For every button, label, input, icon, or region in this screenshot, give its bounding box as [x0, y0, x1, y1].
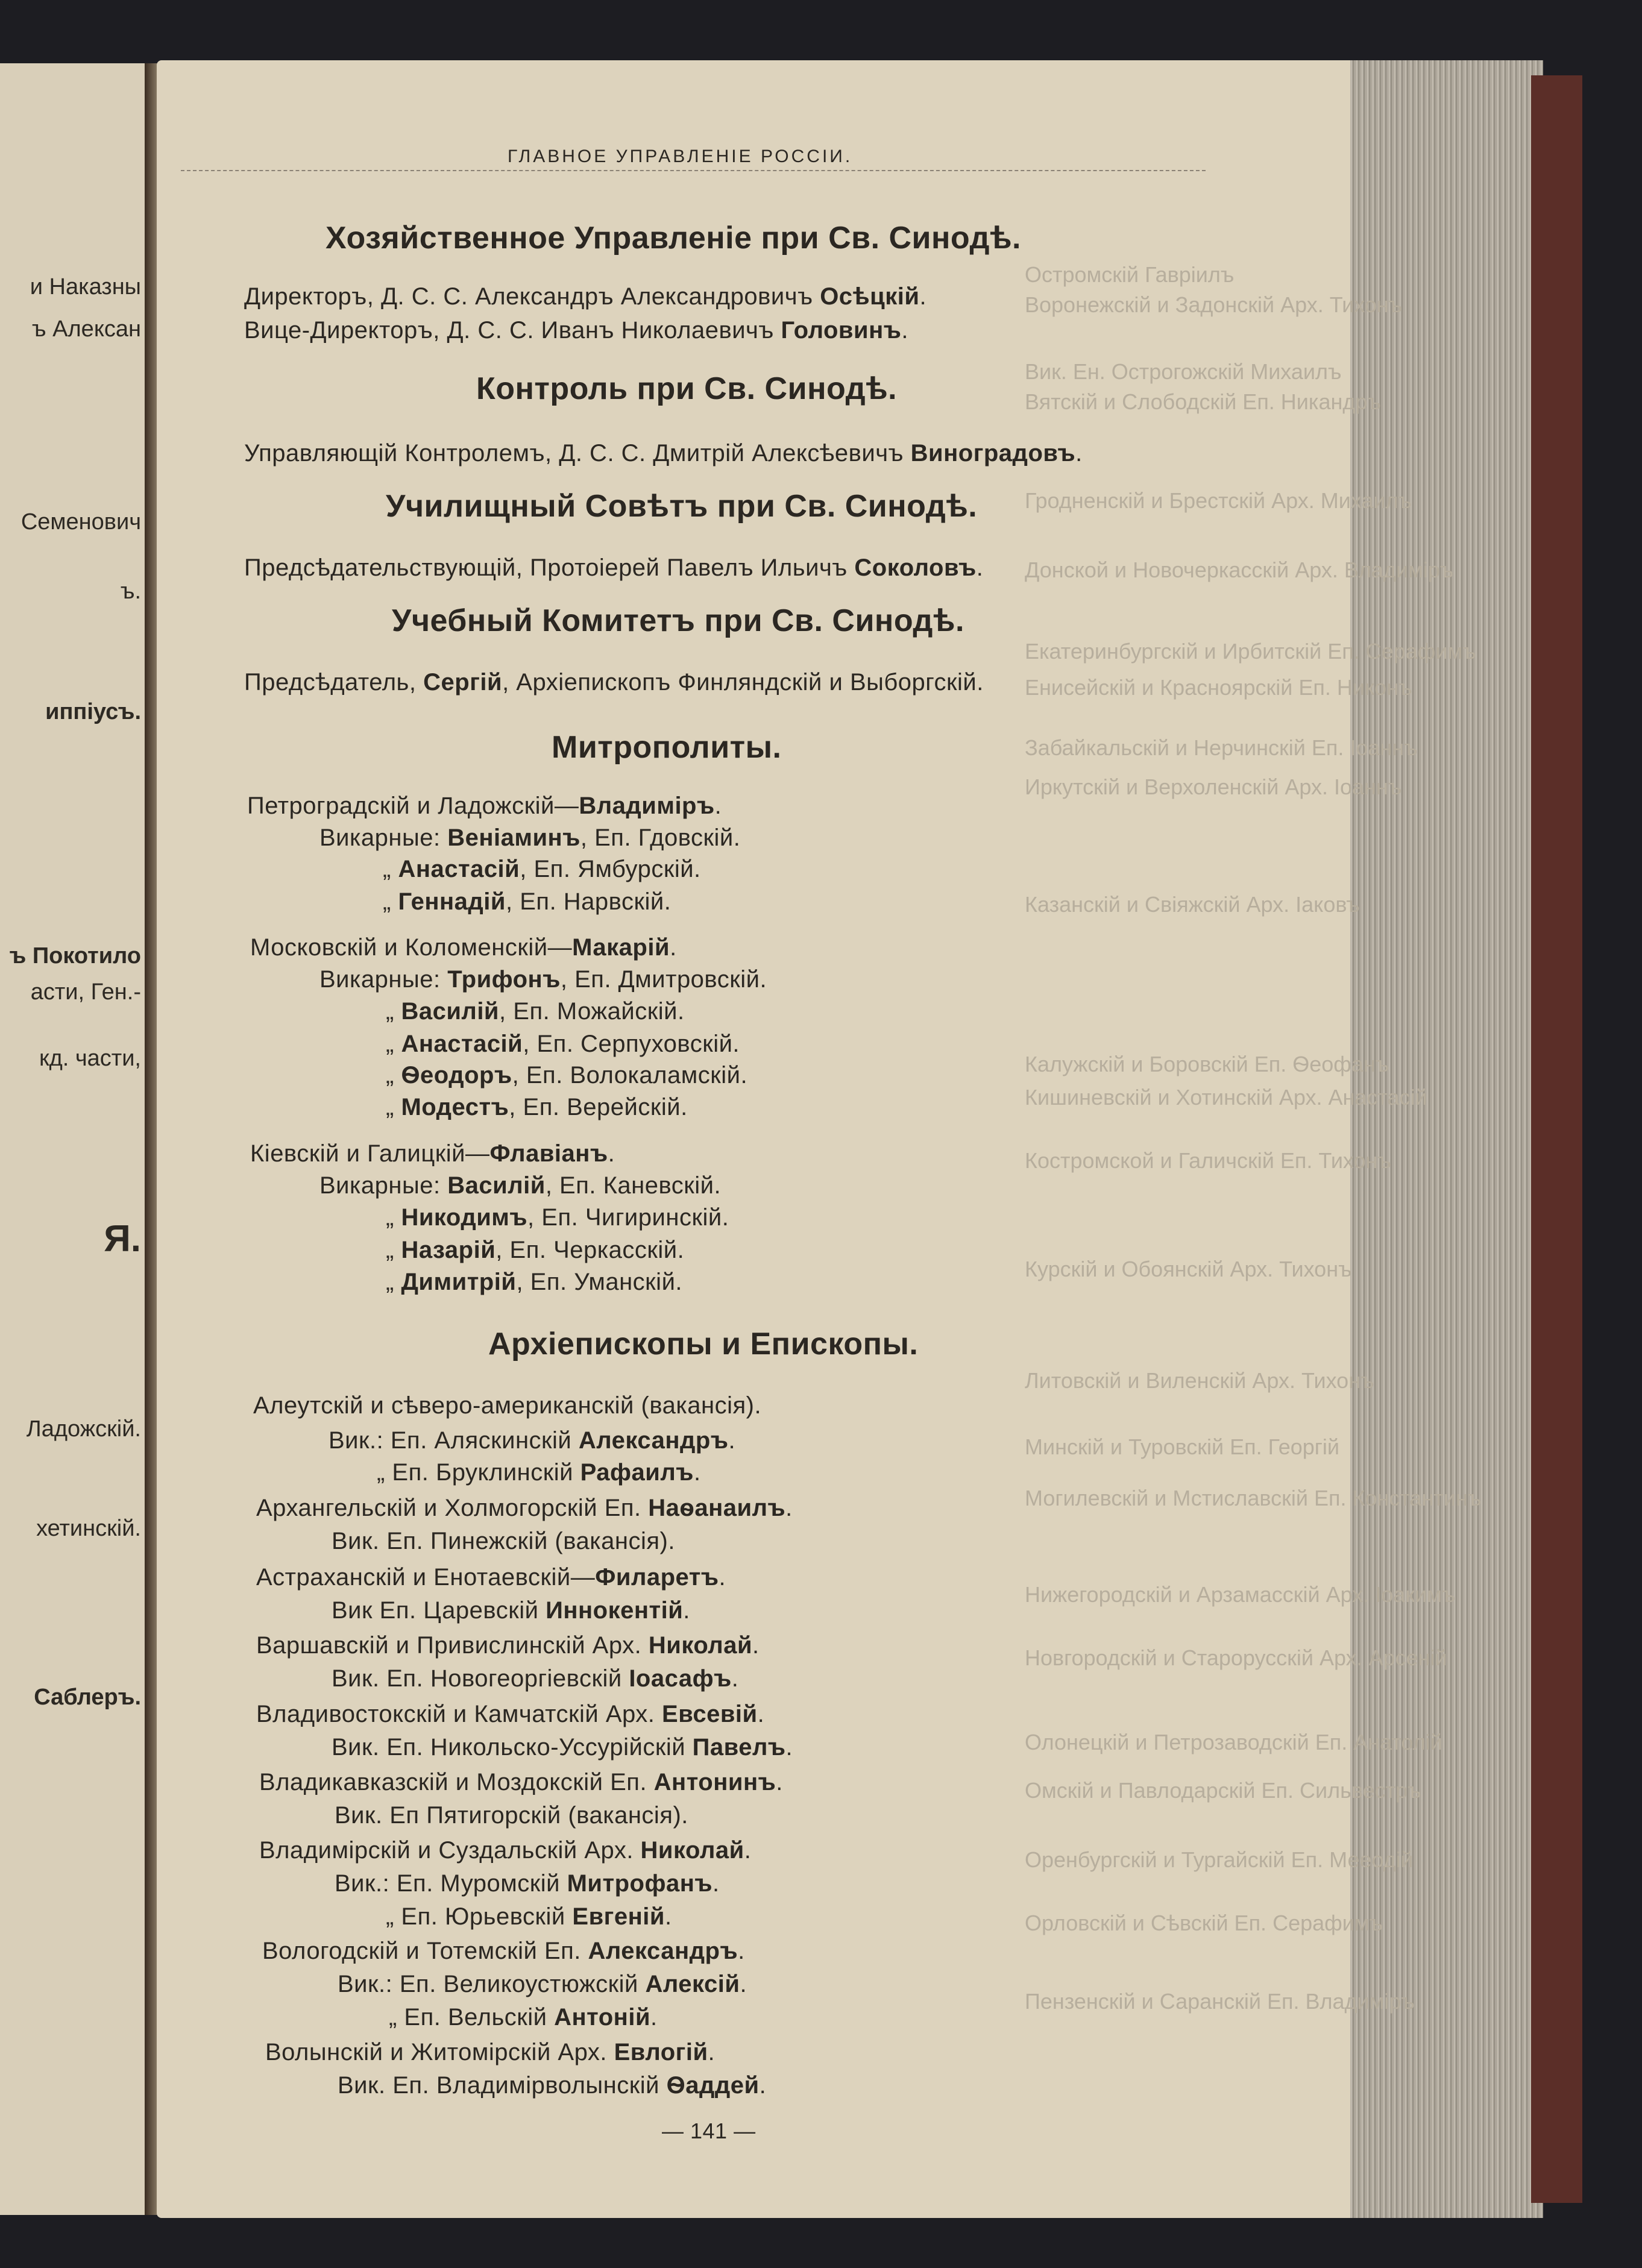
bleed-through-text: Омскій и Павлодарскій Еп. Сильвестръ [1025, 1778, 1421, 1803]
entry-line [244, 554, 983, 582]
entry-text: Варшавскій и Привислинскій Арх. [256, 1632, 649, 1659]
entry-line [332, 1597, 690, 1624]
entry-text: Предсѣдательствующій, Протоіерей Павелъ Ильичъ [244, 554, 855, 581]
entry-line [244, 440, 1083, 467]
bleed-through-text: Гродненскій и Брестскій Арх. Михаилъ [1025, 488, 1412, 513]
name-bold: Анастасій [398, 856, 520, 882]
name-bold: Виноградовъ [910, 440, 1076, 466]
entry-text: . [719, 1564, 726, 1591]
entry-text: Архангельскій и Холмогорскій Еп. [256, 1495, 649, 1521]
entry-text: , Еп. Можайскій. [499, 998, 685, 1025]
entry-line [338, 1971, 747, 1998]
entry-text: . [752, 1632, 760, 1659]
entry-text: Вик. Еп. Никольско-Уссурійскій [332, 1734, 693, 1761]
entry-text: Вик Еп. Царевскій [332, 1597, 546, 1624]
entry-text: . [683, 1597, 690, 1624]
entry-line [244, 317, 908, 344]
entry-text: . [1075, 440, 1083, 466]
bleed-through-text: Забайкальскій и Нерчинскій Еп. Іоаннъ [1025, 735, 1418, 760]
entry-line [256, 1701, 764, 1728]
bleed-through-text: Вик. Ен. Острогожскій Михаилъ [1025, 359, 1342, 384]
name-bold: Ѳаддей [666, 2072, 760, 2099]
entry-text: Предсѣдатель, [244, 669, 424, 696]
name-bold: Иннокентій [546, 1597, 684, 1624]
entry-text: , Еп. Гдовскій. [580, 825, 741, 851]
entry-text: Петроградскій и Ладожскій— [247, 793, 579, 819]
entry-text: . [738, 1938, 745, 1964]
entry-text: . [740, 1971, 747, 1997]
header-rule [181, 170, 1206, 171]
entry-text: „ [383, 856, 398, 882]
name-bold: Геннадій [398, 888, 506, 915]
name-bold: Николай [648, 1632, 753, 1659]
left-page [0, 63, 154, 2215]
bleed-through-text: Минскій и Туровскій Еп. Георгій [1025, 1434, 1340, 1459]
entry-line [386, 1237, 684, 1264]
entry-line [247, 793, 722, 820]
bleed-through-text: Калужскій и Боровскій Еп. Ѳеофанъ [1025, 1052, 1389, 1076]
entry-text: , Еп. Нарвскій. [506, 888, 672, 915]
entry-text: . [608, 1140, 615, 1167]
name-bold: Никодимъ [401, 1204, 528, 1231]
name-bold: Василій [401, 998, 500, 1025]
entry-text: Викарные: [319, 966, 448, 993]
entry-text: , Архіепископъ Финляндскій и Выборгскій. [502, 669, 984, 696]
left-page-fragment: ъ Покотило [9, 943, 141, 969]
entry-text: . [728, 1427, 736, 1454]
entry-line [256, 1632, 760, 1659]
left-page-fragment: Саблеръ. [34, 1685, 141, 1710]
entry-text: , Еп. Каневскій. [545, 1172, 722, 1199]
entry-line [386, 1094, 688, 1121]
bleed-through-text: Пензенскій и Саранскій Еп. Владиміръ [1025, 1989, 1415, 2014]
bleed-through-text: Енисейскій и Красноярскій Еп. Никонъ [1025, 675, 1412, 700]
page-edges [1344, 60, 1543, 2218]
entry-text: Астраханскій и Енотаевскій— [256, 1564, 596, 1591]
left-page-fragment: Я. [104, 1218, 141, 1260]
entry-line [377, 1459, 701, 1486]
entry-text: Волынскій и Житомірскій Арх. [265, 2039, 614, 2065]
entry-text: . [757, 1701, 765, 1727]
name-bold: Алексій [645, 1971, 740, 1997]
entry-text: „ Еп. Юрьевскій [386, 1903, 573, 1930]
entry-line [389, 2004, 658, 2031]
entry-text: , Еп. Чигиринскій. [527, 1204, 729, 1231]
entry-line [386, 1269, 682, 1296]
left-page-fragment: кд. части, [39, 1046, 141, 1071]
entry-text: . [744, 1837, 752, 1864]
entry-line [386, 1204, 729, 1231]
left-page-fragment: хетинскій. [36, 1516, 141, 1541]
name-bold: Ѳеодоръ [401, 1062, 512, 1088]
entry-line [265, 2039, 715, 2066]
bleed-through-text: Олонецкій и Петрозаводскій Еп. Анатолій [1025, 1730, 1442, 1754]
section-heading: Хозяйственное Управленіе при Св. Синодѣ. [326, 221, 1021, 256]
name-bold: Антоній [554, 2004, 651, 2031]
entry-text: . [919, 283, 927, 310]
entry-text: . [776, 1769, 783, 1795]
name-bold: Митрофанъ [567, 1870, 713, 1897]
name-bold: Іоасафъ [629, 1665, 732, 1692]
entry-text: „ [386, 1094, 401, 1120]
entry-text: „ Еп. Бруклинскій [377, 1459, 580, 1486]
section-heading: Митрополиты. [552, 730, 782, 765]
name-bold: Анастасій [401, 1031, 523, 1057]
left-page-fragment: иппіусъ. [45, 699, 141, 724]
entry-text: . [670, 934, 677, 961]
name-bold: Веніаминъ [447, 825, 580, 851]
entry-text: , Еп. Верейскій. [509, 1094, 688, 1120]
name-bold: Осѣцкій [820, 283, 920, 310]
entry-text: „ [386, 1062, 401, 1088]
page-number: — 141 — [662, 2119, 756, 2143]
name-bold: Флавіанъ [489, 1140, 608, 1167]
entry-text: . [712, 1870, 720, 1897]
entry-text: . [664, 1903, 672, 1930]
name-bold: Соколовъ [854, 554, 977, 581]
entry-text: Викарные: [319, 1172, 448, 1199]
entry-text: . [901, 317, 909, 344]
entry-text: . [693, 1459, 701, 1486]
entry-text: Владимірскій и Суздальскій Арх. [259, 1837, 641, 1864]
bleed-through-text: Екатеринбургскій и Ирбитскій Еп. Серафимъ [1025, 639, 1476, 664]
name-bold: Модестъ [401, 1094, 509, 1120]
entry-text: Вик. Еп Пятигорскій (вакансія). [335, 1802, 688, 1829]
entry-line [332, 1528, 675, 1555]
entry-line [329, 1427, 735, 1454]
entry-line [244, 283, 926, 310]
entry-text: , Еп. Ямбурскій. [520, 856, 701, 882]
entry-text: , Еп. Черкасскій. [495, 1237, 685, 1263]
left-page-fragment: ъ Алексан [31, 316, 141, 342]
entry-text: Вик.: Еп. Аляскинскій [329, 1427, 579, 1454]
entry-text: „ [383, 888, 398, 915]
section-heading: Архіепископы и Епископы. [488, 1327, 919, 1362]
entry-text: Вик. Еп. Владимірволынскій [338, 2072, 667, 2099]
bleed-through-text: Иркутскій и Верхоленскій Арх. Іоаннъ [1025, 774, 1402, 799]
entry-text: , Еп. Серпуховскій. [523, 1031, 740, 1057]
entry-line [256, 1564, 726, 1591]
entry-line [259, 1837, 751, 1864]
entry-line [338, 2072, 766, 2099]
entry-text: , Еп. Волокаламскій. [512, 1062, 748, 1088]
name-bold: Николай [640, 1837, 744, 1864]
section-heading: Учебный Комитетъ при Св. Синодѣ. [392, 603, 964, 638]
entry-line [335, 1870, 720, 1897]
entry-text: „ [386, 998, 401, 1025]
entry-line [253, 1392, 761, 1419]
bleed-through-text: Литовскій и Виленскій Арх. Тихонъ [1025, 1368, 1374, 1393]
entry-line [319, 1172, 721, 1199]
left-page-fragment: Семенович [20, 509, 141, 535]
bleed-through-text: Кишиневскій и Хотинскій Арх. Анастасій [1025, 1085, 1427, 1110]
section-heading: Училищный Совѣтъ при Св. Синодѣ. [386, 489, 978, 524]
entry-text: Вологодскій и Тотемскій Еп. [262, 1938, 588, 1964]
name-bold: Сергій [423, 669, 503, 696]
left-page-fragment: и Наказны [30, 274, 141, 300]
entry-text: . [650, 2004, 658, 2031]
bleed-through-text: Остромскій Гавріилъ [1025, 262, 1235, 287]
entry-text: , Еп. Дмитровскій. [560, 966, 767, 993]
name-bold: Владиміръ [579, 793, 715, 819]
bleed-through-text: Могилевскій и Мстиславскій Еп. Константинъ [1025, 1486, 1482, 1510]
entry-line [259, 1769, 783, 1796]
book-cover-edge [1531, 75, 1582, 2203]
left-page-fragment: Ладожскій. [26, 1416, 141, 1442]
entry-text: Вик. Еп. Пинежскій (вакансія). [332, 1528, 675, 1554]
entry-text: Владивостокскій и Камчатскій Арх. [256, 1701, 662, 1727]
name-bold: Евлогій [614, 2039, 708, 2065]
entry-line [383, 856, 701, 883]
left-page-fragment: ъ. [120, 579, 141, 604]
name-bold: Евсевій [662, 1701, 758, 1727]
entry-text: „ [386, 1237, 401, 1263]
name-bold: Антонинъ [653, 1769, 776, 1795]
entry-text: Вице-Директоръ, Д. С. С. Иванъ Николаевичъ [244, 317, 781, 344]
name-bold: Наѳанаилъ [648, 1495, 786, 1521]
entry-line [386, 1903, 672, 1930]
entry-text: Владикавказскій и Моздокскій Еп. [259, 1769, 654, 1795]
entry-text: Алеутскій и сѣверо-американскій (вакансія). [253, 1392, 762, 1419]
entry-line [386, 998, 685, 1025]
entry-text: Московскій и Коломенскій— [250, 934, 573, 961]
name-bold: Головинъ [781, 317, 902, 344]
entry-text: . [708, 2039, 716, 2065]
entry-text: „ [386, 1031, 401, 1057]
bleed-through-text: Воронежскій и Задонскій Арх. Тихонъ [1025, 292, 1403, 317]
entry-text: Управляющій Контролемъ, Д. С. С. Дмитрій Алексѣевичъ [244, 440, 911, 466]
entry-text: . [714, 793, 722, 819]
entry-line [386, 1062, 747, 1089]
entry-text: Кіевскій и Галицкій— [250, 1140, 490, 1167]
name-bold: Павелъ [692, 1734, 786, 1761]
name-bold: Евгеній [572, 1903, 665, 1930]
name-bold: Александръ [578, 1427, 729, 1454]
entry-text: Директоръ, Д. С. С. Александръ Александровичъ [244, 283, 820, 310]
entry-line [256, 1495, 793, 1522]
entry-text: „ [386, 1204, 401, 1231]
entry-line [383, 888, 671, 916]
bleed-through-text: Вятскій и Слободскій Еп. Никандръ [1025, 389, 1381, 414]
entry-text: . [785, 1734, 793, 1761]
entry-line [319, 825, 740, 852]
entry-text: . [785, 1495, 793, 1521]
name-bold: Макарій [572, 934, 670, 961]
entry-line [244, 669, 984, 696]
name-bold: Филаретъ [595, 1564, 719, 1591]
bleed-through-text: Нижегородскій и Арзамасскій Арх. Іоакимъ [1025, 1582, 1456, 1607]
entry-line [319, 966, 767, 993]
name-bold: Василій [447, 1172, 546, 1199]
bleed-through-text: Курскій и Обоянскій Арх. Тихонъ [1025, 1257, 1352, 1281]
name-bold: Трифонъ [447, 966, 561, 993]
entry-line [250, 934, 677, 961]
entry-text: Викарные: [319, 825, 448, 851]
entry-text: Вик. Еп. Новогеоргіевскій [332, 1665, 629, 1692]
bleed-through-text: Орловскій и Сѣвскій Еп. Серафимъ [1025, 1911, 1383, 1935]
entry-line [386, 1031, 740, 1058]
name-bold: Димитрій [401, 1269, 517, 1295]
entry-text: „ [386, 1269, 401, 1295]
entry-line [332, 1665, 738, 1692]
entry-line [250, 1140, 615, 1167]
entry-line [335, 1802, 688, 1829]
name-bold: Назарій [401, 1237, 496, 1263]
entry-text: Вик.: Еп. Муромскій [335, 1870, 567, 1897]
entry-line [262, 1938, 745, 1965]
entry-text: , Еп. Уманскій. [516, 1269, 683, 1295]
name-bold: Александръ [588, 1938, 738, 1964]
bleed-through-text: Донской и Новочеркасскій Арх. Владиміръ [1025, 558, 1454, 582]
entry-text: Вик.: Еп. Великоустюжскій [338, 1971, 646, 1997]
name-bold: Рафаилъ [580, 1459, 694, 1486]
bleed-through-text: Новгородскій и Старорусскій Арх. Арсеній [1025, 1645, 1447, 1670]
bleed-through-text: Оренбургскій и Тургайскій Еп. Мееодій [1025, 1847, 1413, 1872]
entry-text: „ Еп. Вельскій [389, 2004, 555, 2031]
entry-line [332, 1734, 793, 1761]
bleed-through-text: Казанскій и Свіяжскій Арх. Іаковъ [1025, 892, 1360, 917]
section-heading: Контроль при Св. Синодѣ. [476, 371, 898, 406]
entry-text: . [759, 2072, 767, 2099]
bleed-through-text: Костромской и Галичскій Еп. Тихонъ [1025, 1148, 1391, 1173]
entry-text: . [976, 554, 984, 581]
entry-text: . [731, 1665, 739, 1692]
left-page-fragment: асти, Ген.- [30, 979, 141, 1005]
running-head: ГЛАВНОЕ УПРАВЛЕНІЕ РОССІИ. [508, 146, 853, 166]
